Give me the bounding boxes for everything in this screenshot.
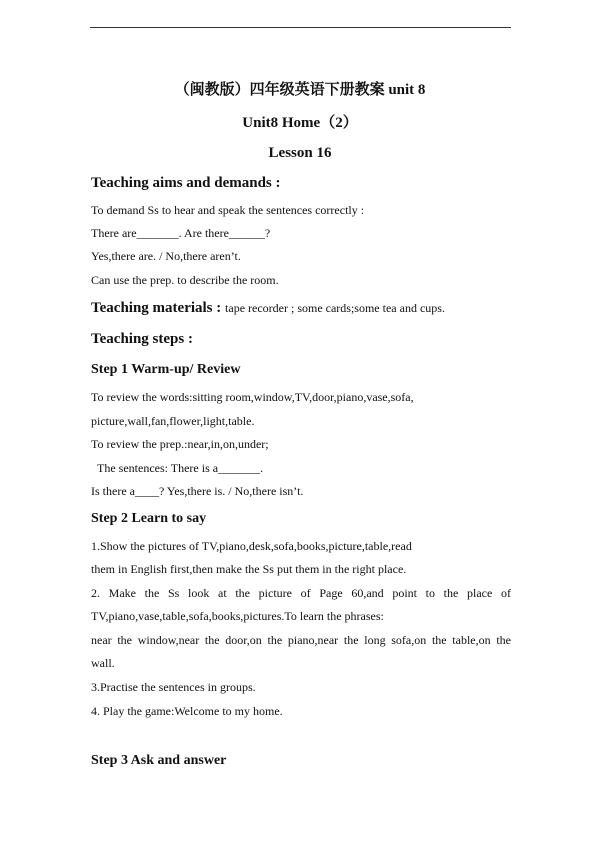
step1-line: To review the words:sitting room,window,TV,door,piano,vase,sofa, (91, 390, 414, 404)
aims-line: Can use the prep. to describe the room. (91, 273, 279, 287)
aims-line: There are_______. Are there______? (91, 226, 271, 240)
step1-line: picture,wall,fan,flower,light,table. (91, 414, 255, 428)
aims-heading: Teaching aims and demands : (91, 175, 281, 191)
header-rule (90, 27, 511, 28)
step1-line: Is there a____? Yes,there is. / No,there isn’t. (91, 484, 304, 498)
step2-line: 4. Play the game:Welcome to my home. (91, 704, 283, 718)
step2-line: TV,piano,vase,table,sofa,books,pictures.To learn the phrases: (91, 609, 384, 623)
step2-line: wall. (91, 656, 115, 670)
step2-heading: Step 2 Learn to say (91, 511, 207, 526)
step3-heading: Step 3 Ask and answer (91, 753, 227, 768)
aims-line: Yes,there are. / No,there aren’t. (91, 249, 241, 263)
steps-heading: Teaching steps : (91, 331, 193, 347)
step2-line: near the window,near the door,on the piano,near the long sofa,on the table,on the (91, 633, 511, 647)
lesson-title: Lesson 16 (268, 145, 332, 161)
step2-line: them in English first,then make the Ss put them in the right place. (91, 562, 407, 576)
materials-text: tape recorder ; some cards;some tea and cups. (225, 301, 445, 315)
step1-line: The sentences: There is a_______. (97, 461, 264, 475)
step1-line: To review the prep.:near,in,on,under; (91, 437, 269, 451)
unit-title: Unit8 Home（2） (242, 115, 358, 131)
step2-line: 2. Make the Ss look at the picture of Page 60,and point to the place of (91, 586, 511, 600)
step2-line: 3.Practise the sentences in groups. (91, 680, 256, 694)
materials-heading: Teaching materials : (91, 300, 222, 316)
step1-heading: Step 1 Warm-up/ Review (91, 362, 241, 377)
document-title: （闽教版）四年级英语下册教案 unit 8 (174, 82, 426, 98)
materials-row (91, 300, 445, 317)
aims-line: To demand Ss to hear and speak the sentences correctly : (91, 203, 365, 217)
step2-line: 1.Show the pictures of TV,piano,desk,sofa,books,picture,table,read (91, 539, 412, 553)
